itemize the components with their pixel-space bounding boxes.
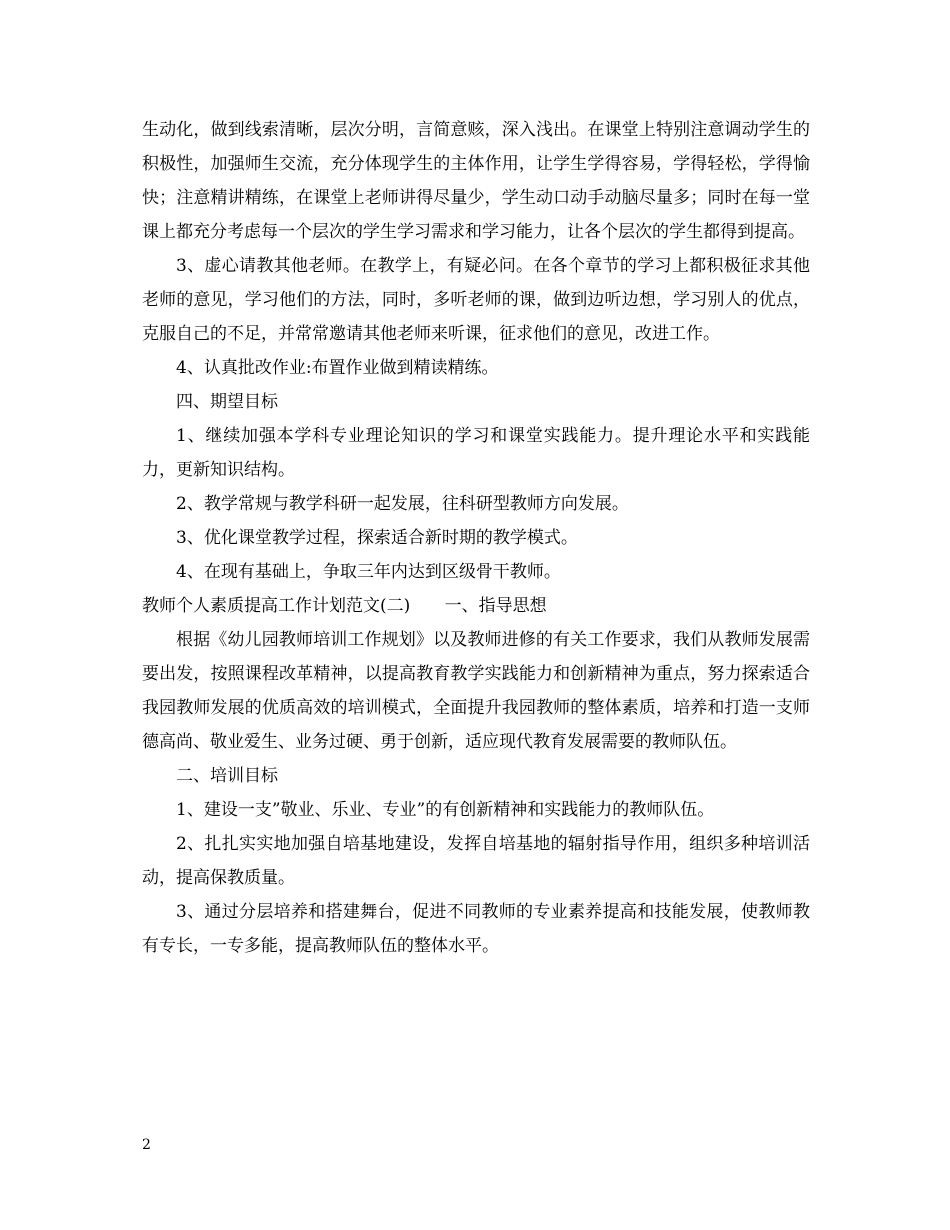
paragraph-training-goal-3: 3、通过分层培养和搭建舞台，促进不同教师的专业素养提高和技能发展，使教师教有专长，一专多能，提高教师队伍的整体水平。 (142, 902, 810, 956)
paragraph-training-goal-2: 2、扎扎实实地加强自培基地建设，发挥自培基地的辐射指导作用，组织多种培训活动，提高保教质量。 (142, 834, 810, 888)
section-heading-training-goals: 二、培训目标 (176, 766, 278, 786)
paragraph-goal-2: 2、教学常规与教学科研一起发展，往科研型教师方向发展。 (176, 494, 629, 514)
section-heading-expected-goals: 四、期望目标 (176, 392, 278, 412)
paragraph-grading-homework: 4、认真批改作业:布置作业做到精读精练。 (176, 358, 499, 378)
paragraph-teaching-method-continued: 生动化，做到线索清晰，层次分明，言简意赅，深入浅出。在课堂上特别注意调动学生的积极性，加强师生交流，充分体现学生的主体作用，让学生学得容易，学得轻松，学得愉快；注意精讲精练，在课堂上老师讲得尽量少，学生动口动手动脑尽量多；同时在每一堂课上都充分考虑每一个层次的学生学习需求和学习能力，让各个层次的学生都得到提高。 (142, 120, 810, 242)
paragraph-goal-1: 1、继续加强本学科专业理论知识的学习和课堂实践能力。提升理论水平和实践能力，更新知识结构。 (142, 426, 810, 480)
page-number: 2 (142, 1137, 151, 1153)
document-body (142, 113, 810, 963)
article-title-line: 教师个人素质提高工作计划范文(二) 一、指导思想 (142, 596, 547, 616)
paragraph-guiding-ideology: 根据《幼儿园教师培训工作规划》以及教师进修的有关工作要求，我们从教师发展需要出发，按照课程改革精神，以提高教育教学实践能力和创新精神为重点，努力探索适合我园教师发展的优质高效的培训模式，全面提升我园教师的整体素质，培养和打造一支师德高尚、敬业爱生、业务过硬、勇于创新，适应现代教育发展需要的教师队伍。 (142, 630, 810, 752)
paragraph-goal-4: 4、在现有基础上，争取三年内达到区级骨干教师。 (176, 562, 561, 582)
paragraph-consult-teachers: 3、虚心请教其他老师。在教学上，有疑必问。在各个章节的学习上都积极征求其他老师的意见，学习他们的方法，同时，多听老师的课，做到边听边想，学习别人的优点，克服自己的不足，并常常邀请其他老师来听课，征求他们的意见，改进工作。 (142, 256, 810, 344)
paragraph-goal-3: 3、优化课堂教学过程，探索适合新时期的教学模式。 (176, 528, 578, 548)
paragraph-training-goal-1: 1、建设一支”敬业、乐业、专业”的有创新精神和实践能力的教师队伍。 (176, 800, 715, 820)
